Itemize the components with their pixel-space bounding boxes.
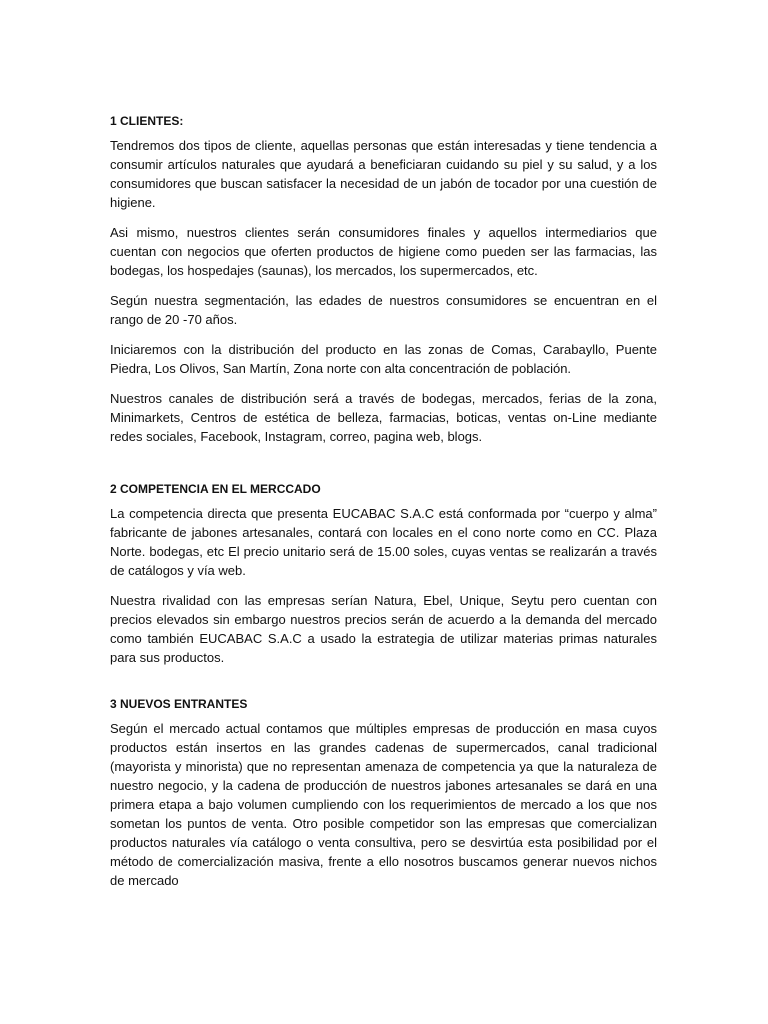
paragraph: Iniciaremos con la distribución del producto en las zonas de Comas, Carabayllo, Puente Piedra, Los Olivos, San Martín, Zona norte con alta concentración de población. [110, 342, 657, 376]
section-heading: 2 COMPETENCIA EN EL MERCCADO [110, 482, 321, 496]
paragraph: Nuestra rivalidad con las empresas serían Natura, Ebel, Unique, Seytu pero cuentan con precios elevados sin embargo nuestros precios serán de acuerdo a la demanda del mercado como también EUCABAC S.A.C a usado la estrategia de utilizar materias primas naturales para sus productos. [110, 593, 657, 665]
section-heading: 3 NUEVOS ENTRANTES [110, 697, 248, 711]
paragraph: Según el mercado actual contamos que múltiples empresas de producción en masa cuyos productos están insertos en las grandes cadenas de supermercados, canal tradicional (mayorista y minorista) que no representan amenaza de competencia ya que la naturaleza de nuestro negocio, y la cadena de producción de nuestros jabones artesanales se dará en una primera etapa a bajo volumen cumpliendo con los requerimientos de mercado a los que nos sometan los puntos de venta. Otro posible competidor son las empresas que comercializan productos naturales vía catálogo o venta consultiva, pero se desvirtúa esta posibilidad por el método de comercialización masiva, frente a ello nosotros buscamos generar nuevos nichos de mercado [110, 721, 657, 888]
paragraph: La competencia directa que presenta EUCABAC S.A.C está conformada por “cuerpo y alma” fabricante de jabones artesanales, contará con locales en el cono norte como en CC. Plaza Norte. bodegas, etc El precio unitario será de 15.00 soles, cuyas ventas se realizarán a través de catálogos y vía web. [110, 506, 657, 578]
section-nuevos-entrantes [110, 695, 657, 890]
paragraph: Tendremos dos tipos de cliente, aquellas personas que están interesadas y tiene tendencia a consumir artículos naturales que ayudará a beneficiaran cuidando su piel y su salud, y a los consumidores que buscan satisfacer la necesidad de un jabón de tocador por una cuestión de higiene. [110, 138, 657, 210]
paragraph: Asi mismo, nuestros clientes serán consumidores finales y aquellos intermediarios que cuentan con negocios que oferten productos de higiene como pueden ser las farmacias, las bodegas, los hospedajes (saunas), los mercados, los supermercados, etc. [110, 225, 657, 278]
section-heading: 1 CLIENTES: [110, 114, 184, 128]
section-competencia [110, 480, 657, 667]
section-clientes [110, 112, 657, 446]
paragraph: Nuestros canales de distribución será a través de bodegas, mercados, ferias de la zona, Minimarkets, Centros de estética de belleza, farmacias, boticas, ventas on-Line mediante redes sociales, Facebook, Instagram, correo, pagina web, blogs. [110, 391, 657, 444]
paragraph: Según nuestra segmentación, las edades de nuestros consumidores se encuentran en el rango de 20 -70 años. [110, 293, 657, 327]
